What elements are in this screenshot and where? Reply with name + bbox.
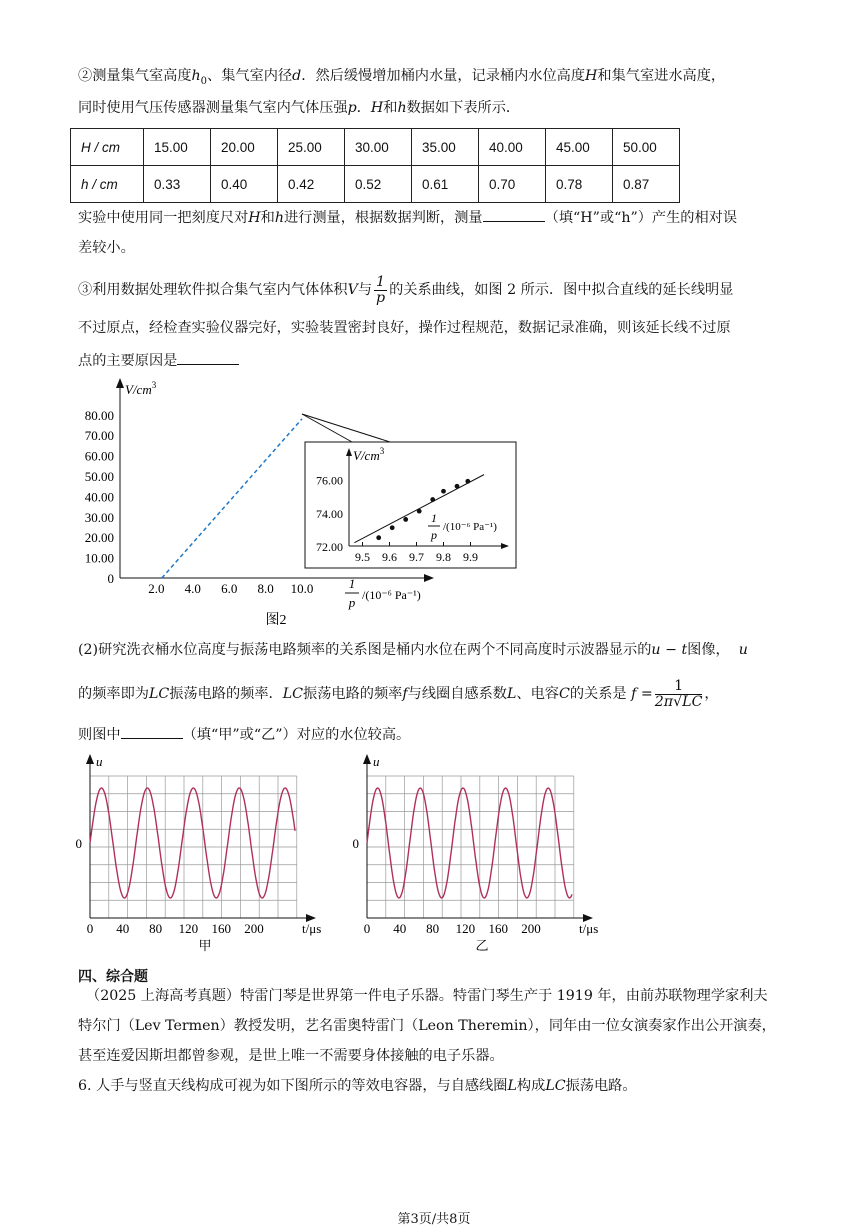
y-tick-label: 0 xyxy=(107,571,114,586)
table-cell: 0.42 xyxy=(278,166,345,203)
t-tick-label: 80 xyxy=(426,921,440,936)
x-axis-arrow-icon xyxy=(424,574,434,582)
inset-y-tick-label: 72.00 xyxy=(316,540,343,554)
fraction-1-over-p: $\frac{1}{p}$ xyxy=(376,273,386,306)
table-cell: 15.00 xyxy=(144,129,211,166)
inset-data-point xyxy=(390,525,395,530)
t-tick-label: 120 xyxy=(178,921,199,936)
table-cell: 0.33 xyxy=(144,166,211,203)
t-tick-label: 120 xyxy=(455,921,476,936)
t-tick-label: 160 xyxy=(488,921,508,936)
para3-line2: 不过原点，经检查实验仪器完好，实验装置密封良好，操作过程规范，数据记录准确，则该延长线不过原 xyxy=(78,320,731,336)
inset-x-tick-label: 9.8 xyxy=(436,550,451,564)
t-tick-label: 0 xyxy=(363,921,371,936)
y-tick-label: 20.00 xyxy=(84,530,114,546)
question-6: 6. 人手与竖直天线构成可视为如下图所示的等效电容器，与自感线圈L构成LC振荡电路。 xyxy=(78,1078,637,1094)
inset-y-tick-label: 76.00 xyxy=(316,473,343,488)
y-tick-label: 50.00 xyxy=(84,469,114,484)
t-tick-label: 200 xyxy=(521,921,541,936)
table-cell: 40.00 xyxy=(479,129,546,166)
y-tick-label: 70.00 xyxy=(84,428,114,444)
waveform-curve xyxy=(90,788,295,898)
table-cell: 0.52 xyxy=(345,166,412,203)
y-tick-label: 80.00 xyxy=(84,407,114,423)
zero-label: 0 xyxy=(75,836,82,851)
table-header-H: H / cm xyxy=(71,129,144,166)
inset-data-point xyxy=(376,535,381,540)
x-tick-label: 2.0 xyxy=(148,581,165,596)
section4-para-line1: （2025 上海高考真题）特雷门琴是世界第一件电子乐器。特雷门琴生产于 1919 年，由前苏联物理学家利夫 xyxy=(86,988,768,1004)
x-tick-label: 10.0 xyxy=(290,581,314,596)
table-cell: 30.00 xyxy=(345,129,412,166)
inset-x-label-unit: /(10⁻⁶ Pa⁻¹) xyxy=(443,521,497,533)
figure-caption: 图2 xyxy=(265,613,287,628)
table-cell: 0.40 xyxy=(211,166,278,203)
y-axis-arrow-icon xyxy=(116,378,124,388)
x-label-unit: /(10⁻⁶ Pa⁻¹) xyxy=(362,588,421,602)
inset-x-label-num: 1 xyxy=(431,511,437,525)
table-cell: 35.00 xyxy=(412,129,479,166)
table-header-h: h / cm xyxy=(71,166,144,203)
inset-x-tick-label: 9.6 xyxy=(382,550,397,564)
inset-x-tick-label: 9.7 xyxy=(409,550,424,564)
table-cell: 45.00 xyxy=(546,129,613,166)
table-cell: 0.87 xyxy=(613,166,680,203)
y-tick-label: 10.00 xyxy=(84,550,114,566)
inset-x-tick-label: 9.9 xyxy=(463,550,478,564)
x-tick-label: 6.0 xyxy=(221,581,238,596)
para3-line1: ③利用数据处理软件拟合集气室内气体体积V与 $\frac{1}{p}$ 的关系曲线，如图 2 所示．图中拟合直线的延长线明显 xyxy=(78,273,734,306)
section-heading: 四、综合题 xyxy=(78,968,148,984)
inset-data-point xyxy=(441,489,446,494)
panel-caption: 乙 xyxy=(475,938,489,953)
inset-y-tick-label: 74.00 xyxy=(316,506,343,521)
page-footer: 第3页/共8页 xyxy=(397,1212,471,1227)
para4-line2: 的频率即为LC振荡电路的频率．LC振荡电路的频率f与线圈自感系数L、电容C的关系是 f = $\frac{1}{2\pi√LC}$ ， xyxy=(78,677,719,710)
t-tick-label: 0 xyxy=(86,921,94,936)
u-axis-label: u xyxy=(96,754,103,769)
t-tick-label: 160 xyxy=(211,921,231,936)
table-cell: 0.61 xyxy=(412,166,479,203)
section4-para-line2: 特尔门（Lev Termen）教授发明，艺名雷奥特雷门（Leon Theremin），同年由一位女演奏家作出公开演奏， xyxy=(78,1018,776,1034)
para4-line1: (2)研究洗衣桶水位高度与振荡电路频率的关系图是桶内水位在两个不同高度时示波器显示的u − t图像， u xyxy=(78,642,748,658)
u-axis-arrow-icon xyxy=(86,754,94,764)
inset-y-label: $V/cm^3$ xyxy=(353,446,385,463)
inset-x-tick-label: 9.5 xyxy=(355,550,370,564)
y-axis-label: $V/cm^3$ xyxy=(125,380,157,397)
inset-x-label-den: p xyxy=(431,528,437,542)
panel-caption: 甲 xyxy=(198,938,212,953)
y-tick-label: 40.00 xyxy=(84,489,114,505)
oscilloscope-jia xyxy=(76,754,322,953)
table-cell: 0.78 xyxy=(546,166,613,203)
t-tick-label: 40 xyxy=(116,921,130,936)
u-axis-arrow-icon xyxy=(363,754,371,764)
x-label-num: 1 xyxy=(348,576,356,591)
para1-line1: ②测量集气室高度$h_0$、集气室内径d．然后缓慢增加桶内水量，记录桶内水位高度H和集气室进水高度， xyxy=(78,68,726,87)
table-cell: 50.00 xyxy=(613,129,680,166)
para2-line1: 实验中使用同一把刻度尺对H和h进行测量，根据数据判断，测量 （填“H”或“h”）产生的相对误 xyxy=(78,207,737,228)
oscilloscope-yi xyxy=(353,754,599,953)
inset-data-point xyxy=(430,497,435,502)
t-tick-label: 40 xyxy=(393,921,407,936)
t-tick-label: 200 xyxy=(244,921,264,936)
t-axis-unit: t/μs xyxy=(579,921,599,936)
inset-data-point xyxy=(465,479,470,484)
y-tick-label: 60.00 xyxy=(84,448,114,464)
para3-line3: 点的主要原因是 xyxy=(78,350,239,371)
inset-data-point xyxy=(403,517,408,522)
x-tick-label: 4.0 xyxy=(184,581,201,596)
y-tick-label: 30.00 xyxy=(84,509,114,525)
table-cell: 0.70 xyxy=(479,166,546,203)
para4-line3: 则图中 （填“甲”或“乙”）对应的水位较高。 xyxy=(78,724,410,745)
para2-line2: 差较小。 xyxy=(78,240,135,256)
inset-data-point xyxy=(455,484,460,489)
waveform-curve xyxy=(367,788,572,898)
t-axis-unit: t/μs xyxy=(302,921,322,936)
answer-blank[interactable] xyxy=(121,724,183,739)
para1-line2: 同时使用气压传感器测量集气室内气体压强p．H和h数据如下表所示． xyxy=(78,100,521,116)
x-label-den: p xyxy=(348,595,356,610)
zero-label: 0 xyxy=(352,836,359,851)
table-cell: 25.00 xyxy=(278,129,345,166)
section4-para-line3: 甚至连爱因斯坦都曾参观，是世上唯一不需要身体接触的电子乐器。 xyxy=(78,1048,504,1064)
table-cell: 20.00 xyxy=(211,129,278,166)
fit-line-extension xyxy=(162,419,302,578)
inset-data-point xyxy=(417,509,422,514)
frequency-formula: $\frac{1}{2\pi√LC}$ xyxy=(654,677,703,710)
t-tick-label: 80 xyxy=(149,921,163,936)
x-tick-label: 8.0 xyxy=(257,581,274,596)
zoom-connector xyxy=(302,414,390,442)
u-axis-label: u xyxy=(373,754,380,769)
